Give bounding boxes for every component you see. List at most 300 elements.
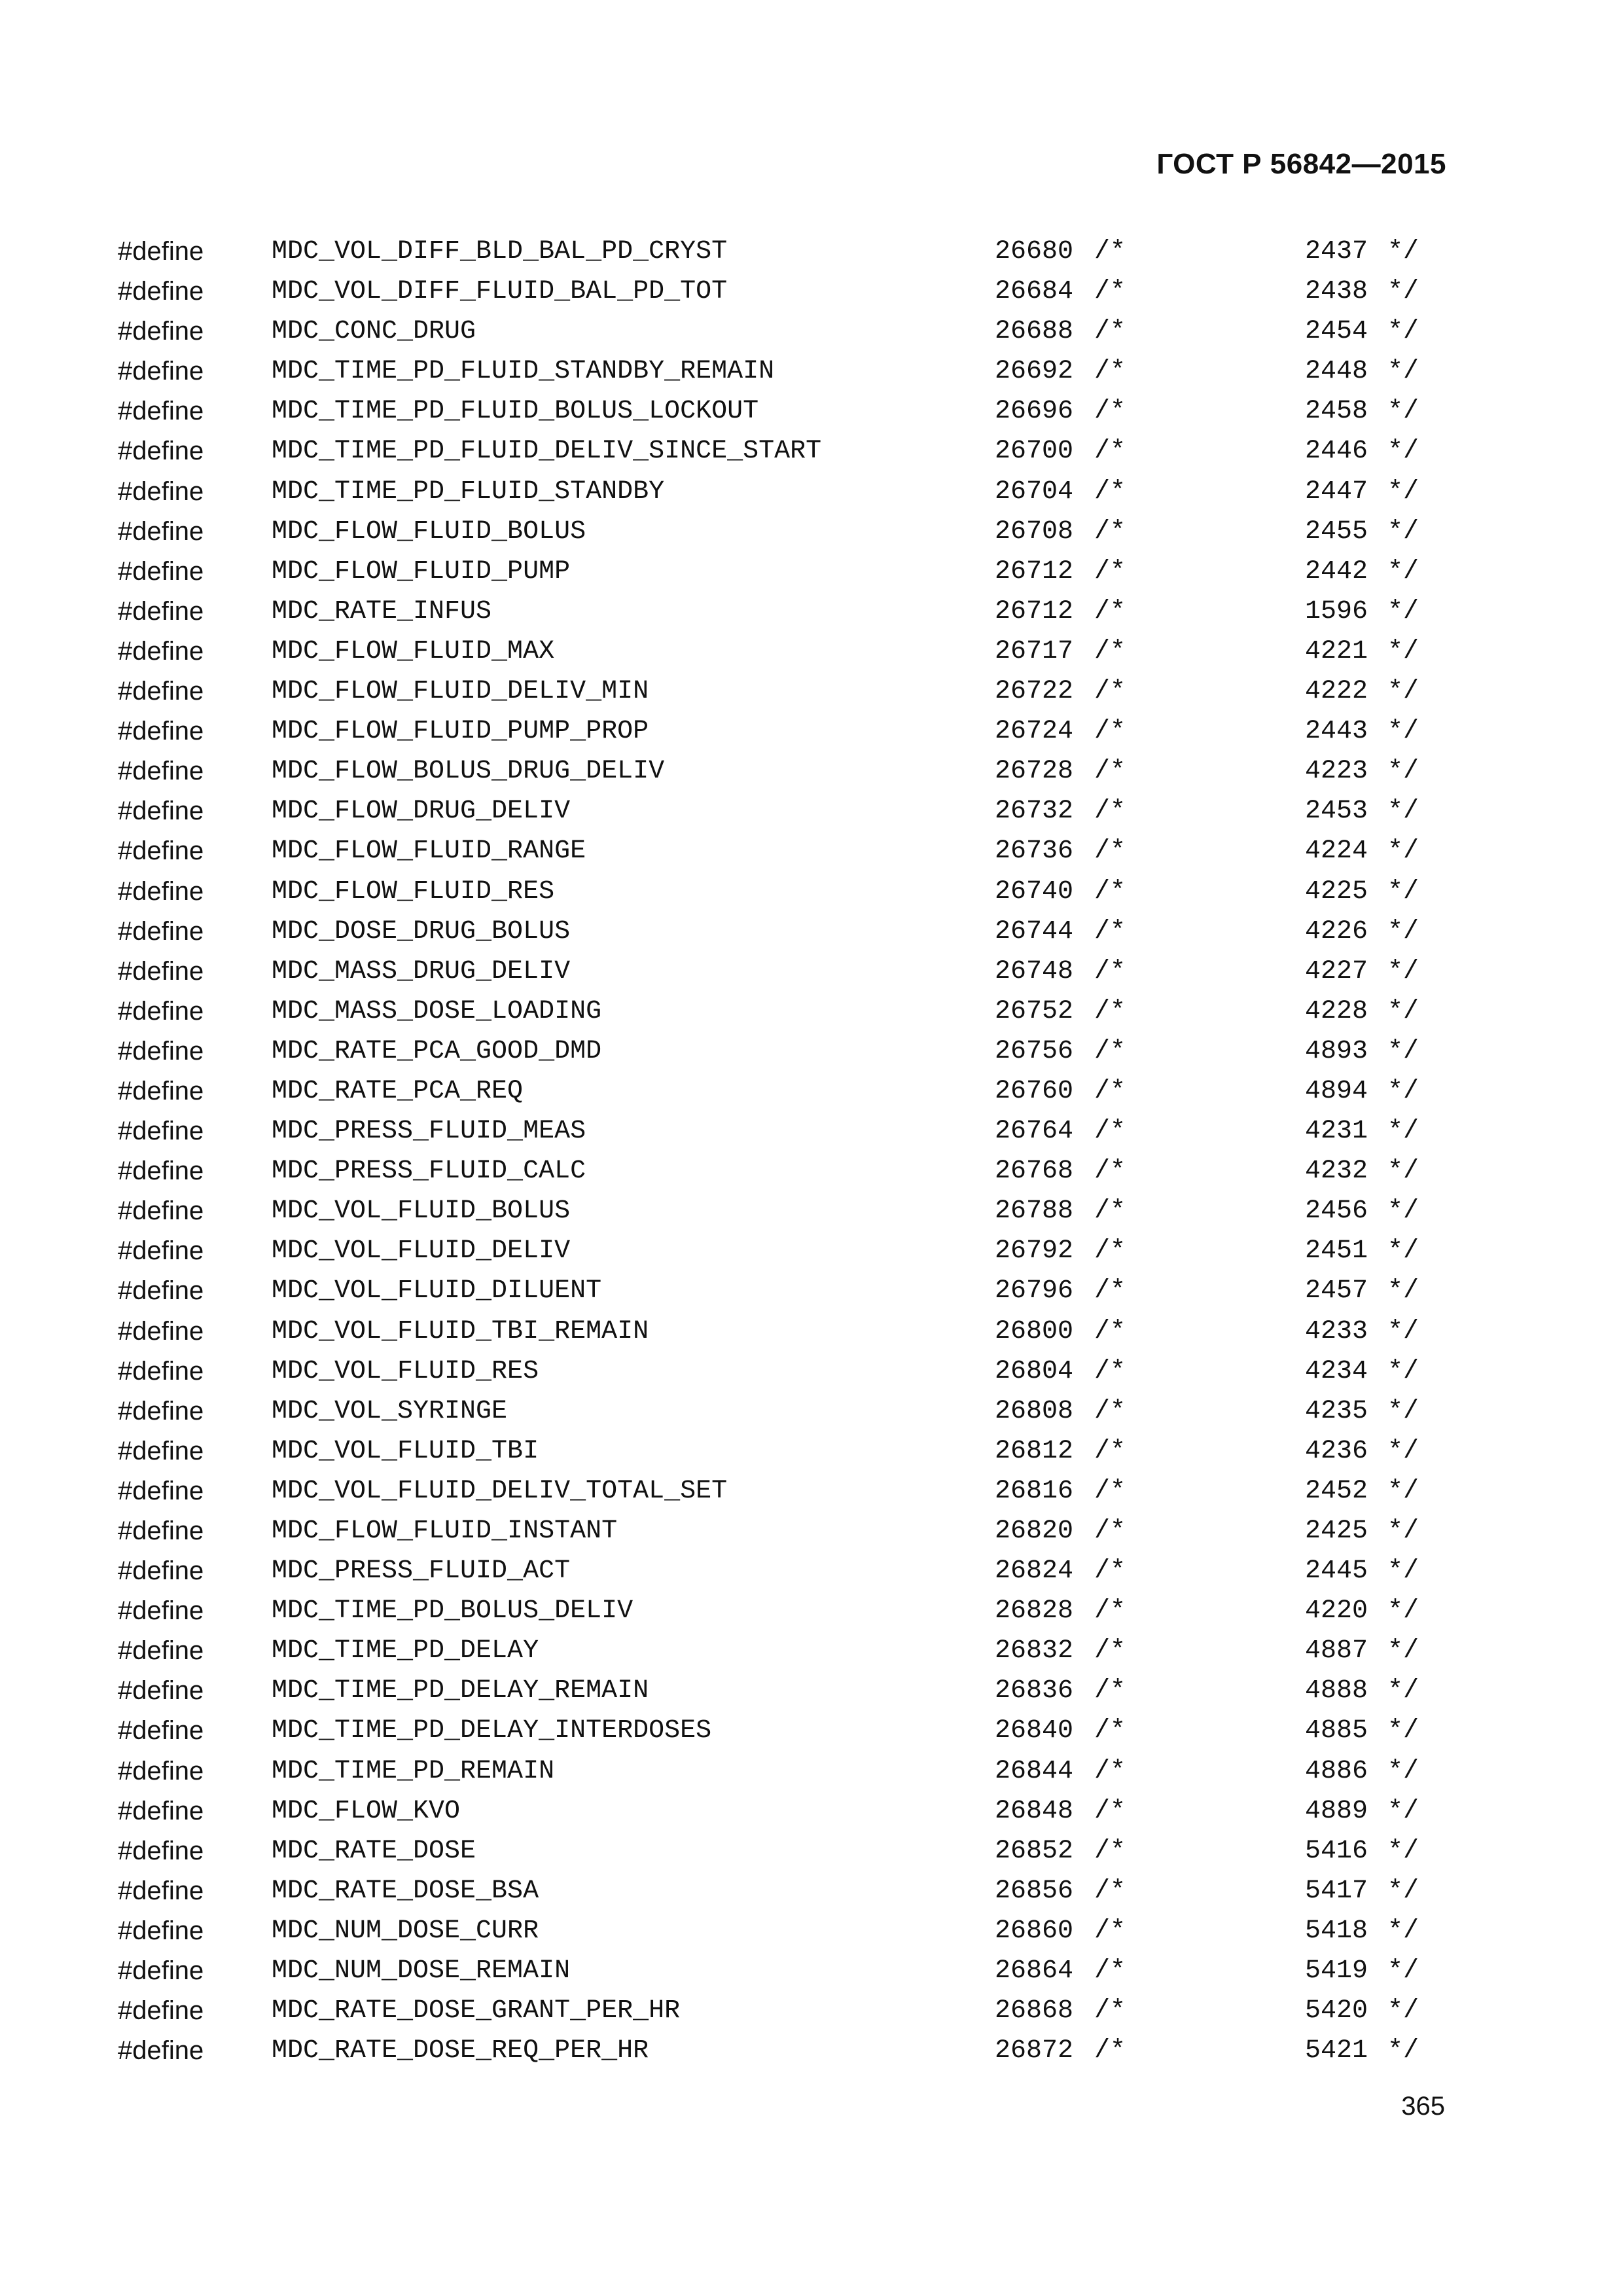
define-name: MDC_RATE_DOSE_BSA [272, 1876, 539, 1906]
define-code: 26748 [994, 956, 1073, 986]
define-code: 26708 [994, 516, 1073, 547]
define-code: 26860 [994, 1916, 1073, 1946]
comment-open: /* [1094, 836, 1126, 867]
define-row [0, 1871, 1623, 1911]
define-row [0, 1391, 1623, 1431]
define-code: 26724 [994, 717, 1073, 747]
comment-open: /* [1094, 1716, 1126, 1746]
define-name: MDC_RATE_DOSE_REQ_PER_HR [272, 2036, 649, 2066]
define-name: MDC_FLOW_FLUID_PUMP_PROP [272, 717, 649, 747]
define-name: MDC_FLOW_FLUID_DELIV_MIN [272, 677, 649, 707]
define-name: MDC_VOL_DIFF_BLD_BAL_PD_CRYST [272, 237, 728, 266]
define-ref: 2451 [1304, 1236, 1368, 1266]
comment-open: /* [1094, 876, 1126, 906]
define-ref: 2446 [1304, 437, 1368, 467]
define-code: 26812 [994, 1436, 1073, 1466]
comment-open: /* [1094, 1836, 1126, 1866]
comment-open: /* [1094, 1236, 1126, 1266]
define-code: 26684 [994, 277, 1073, 307]
define-keyword: #define [118, 636, 204, 666]
comment-close: */ [1387, 1396, 1419, 1426]
define-code: 26722 [994, 677, 1073, 707]
define-row [0, 592, 1623, 632]
comment-close: */ [1387, 1516, 1419, 1546]
define-name: MDC_VOL_FLUID_DELIV_TOTAL_SET [272, 1476, 728, 1506]
define-row [0, 1551, 1623, 1591]
define-code: 26712 [994, 556, 1073, 586]
define-code: 26832 [994, 1636, 1073, 1666]
define-row [0, 431, 1623, 471]
define-keyword: #define [118, 1036, 204, 1066]
define-name: MDC_VOL_FLUID_DELIV [272, 1236, 571, 1266]
define-keyword: #define [118, 1436, 204, 1465]
define-code: 26768 [994, 1157, 1073, 1187]
define-name: MDC_TIME_PD_FLUID_STANDBY_REMAIN [272, 357, 775, 387]
define-keyword: #define [118, 1157, 204, 1186]
define-name: MDC_FLOW_FLUID_INSTANT [272, 1516, 618, 1546]
define-ref: 4223 [1304, 757, 1368, 787]
define-name: MDC_PRESS_FLUID_MEAS [272, 1117, 586, 1147]
define-code: 26848 [994, 1796, 1073, 1826]
define-ref: 2456 [1304, 1196, 1368, 1227]
define-name: MDC_VOL_FLUID_TBI [272, 1436, 539, 1466]
define-ref: 4236 [1304, 1436, 1368, 1466]
comment-open: /* [1094, 476, 1126, 507]
define-ref: 2445 [1304, 1556, 1368, 1587]
define-code: 26692 [994, 357, 1073, 387]
comment-close: */ [1387, 1876, 1419, 1906]
define-keyword: #define [118, 797, 204, 826]
define-row [0, 1352, 1623, 1391]
comment-close: */ [1387, 1596, 1419, 1626]
define-keyword: #define [118, 596, 204, 626]
define-code: 26728 [994, 757, 1073, 787]
define-name: MDC_FLOW_DRUG_DELIV [272, 797, 571, 827]
define-code: 26824 [994, 1556, 1073, 1587]
define-row [0, 552, 1623, 592]
define-row [0, 1071, 1623, 1111]
define-ref: 4886 [1304, 1756, 1368, 1786]
comment-close: */ [1387, 1636, 1419, 1666]
comment-open: /* [1094, 1157, 1126, 1187]
comment-open: /* [1094, 1476, 1126, 1506]
define-name: MDC_RATE_PCA_GOOD_DMD [272, 1036, 602, 1066]
comment-close: */ [1387, 1476, 1419, 1506]
comment-open: /* [1094, 277, 1126, 307]
comment-close: */ [1387, 1556, 1419, 1587]
define-name: MDC_DOSE_DRUG_BOLUS [272, 916, 571, 946]
define-row [0, 1271, 1623, 1311]
define-row [0, 1951, 1623, 1991]
comment-open: /* [1094, 1276, 1126, 1306]
comment-open: /* [1094, 1636, 1126, 1666]
define-keyword: #define [118, 1196, 204, 1226]
define-ref: 4235 [1304, 1396, 1368, 1426]
define-code: 26808 [994, 1396, 1073, 1426]
define-code: 26764 [994, 1117, 1073, 1147]
define-ref: 4885 [1304, 1716, 1368, 1746]
define-code: 26816 [994, 1476, 1073, 1506]
comment-open: /* [1094, 1996, 1126, 2026]
define-code: 26760 [994, 1076, 1073, 1106]
define-row [0, 1791, 1623, 1831]
define-row [0, 751, 1623, 791]
define-row [0, 1151, 1623, 1191]
define-keyword: #define [118, 357, 204, 386]
define-code: 26696 [994, 397, 1073, 427]
define-row [0, 1671, 1623, 1711]
define-ref: 4888 [1304, 1676, 1368, 1706]
define-code: 26740 [994, 876, 1073, 906]
define-code: 26736 [994, 836, 1073, 867]
define-name: MDC_FLOW_FLUID_BOLUS [272, 516, 586, 547]
define-row [0, 1031, 1623, 1071]
comment-open: /* [1094, 1076, 1126, 1106]
comment-open: /* [1094, 1356, 1126, 1386]
define-keyword: #define [118, 1756, 204, 1785]
comment-close: */ [1387, 1196, 1419, 1227]
comment-close: */ [1387, 677, 1419, 707]
define-keyword: #define [118, 1636, 204, 1666]
comment-close: */ [1387, 397, 1419, 427]
define-row [0, 952, 1623, 992]
define-row [0, 2031, 1623, 2071]
define-code: 26852 [994, 1836, 1073, 1866]
comment-open: /* [1094, 677, 1126, 707]
define-row [0, 711, 1623, 751]
define-name: MDC_FLOW_FLUID_RANGE [272, 836, 586, 867]
define-keyword: #define [118, 317, 204, 346]
comment-close: */ [1387, 1236, 1419, 1266]
define-row [0, 632, 1623, 672]
page-number: 365 [1401, 2092, 1445, 2121]
define-row [0, 1591, 1623, 1631]
comment-close: */ [1387, 1676, 1419, 1706]
define-ref: 5420 [1304, 1996, 1368, 2026]
define-ref: 4231 [1304, 1117, 1368, 1147]
comment-close: */ [1387, 757, 1419, 787]
define-name: MDC_VOL_SYRINGE [272, 1396, 508, 1426]
define-keyword: #define [118, 1956, 204, 1986]
define-row [0, 351, 1623, 391]
define-keyword: #define [118, 1356, 204, 1386]
comment-close: */ [1387, 237, 1419, 266]
define-row [0, 472, 1623, 512]
define-row [0, 1191, 1623, 1231]
define-ref: 4234 [1304, 1356, 1368, 1386]
define-keyword: #define [118, 1836, 204, 1865]
comment-close: */ [1387, 357, 1419, 387]
define-row [0, 1431, 1623, 1471]
define-code: 26788 [994, 1196, 1073, 1227]
define-keyword: #define [118, 556, 204, 586]
comment-close: */ [1387, 1996, 1419, 2026]
comment-open: /* [1094, 797, 1126, 827]
define-list [0, 232, 1623, 2071]
define-name: MDC_RATE_DOSE_GRANT_PER_HR [272, 1996, 681, 2026]
comment-close: */ [1387, 516, 1419, 547]
define-keyword: #define [118, 397, 204, 426]
comment-open: /* [1094, 1756, 1126, 1786]
define-row [0, 1711, 1623, 1751]
comment-close: */ [1387, 437, 1419, 467]
define-name: MDC_TIME_PD_FLUID_STANDBY [272, 476, 665, 507]
define-row [0, 1471, 1623, 1511]
define-name: MDC_RATE_PCA_REQ [272, 1076, 524, 1106]
define-keyword: #define [118, 1876, 204, 1905]
comment-close: */ [1387, 916, 1419, 946]
define-keyword: #define [118, 277, 204, 306]
define-name: MDC_CONC_DRUG [272, 317, 476, 347]
comment-close: */ [1387, 1916, 1419, 1946]
define-code: 26704 [994, 476, 1073, 507]
comment-open: /* [1094, 1036, 1126, 1066]
define-ref: 4225 [1304, 876, 1368, 906]
define-name: MDC_VOL_FLUID_DILUENT [272, 1276, 602, 1306]
comment-open: /* [1094, 916, 1126, 946]
comment-open: /* [1094, 1916, 1126, 1946]
comment-open: /* [1094, 1796, 1126, 1826]
define-keyword: #define [118, 1476, 204, 1505]
define-ref: 4893 [1304, 1036, 1368, 1066]
comment-close: */ [1387, 1276, 1419, 1306]
define-name: MDC_FLOW_BOLUS_DRUG_DELIV [272, 757, 665, 787]
comment-open: /* [1094, 317, 1126, 347]
comment-close: */ [1387, 836, 1419, 867]
define-code: 26856 [994, 1876, 1073, 1906]
define-name: MDC_FLOW_FLUID_PUMP [272, 556, 571, 586]
define-keyword: #define [118, 876, 204, 906]
define-ref: 5418 [1304, 1916, 1368, 1946]
comment-close: */ [1387, 717, 1419, 747]
define-code: 26732 [994, 797, 1073, 827]
define-code: 26828 [994, 1596, 1073, 1626]
define-code: 26868 [994, 1996, 1073, 2026]
define-row [0, 912, 1623, 952]
define-ref: 4224 [1304, 836, 1368, 867]
comment-close: */ [1387, 596, 1419, 626]
define-ref: 2447 [1304, 476, 1368, 507]
define-keyword: #define [118, 237, 204, 266]
define-name: MDC_TIME_PD_REMAIN [272, 1756, 555, 1786]
define-name: MDC_TIME_PD_FLUID_BOLUS_LOCKOUT [272, 397, 759, 427]
define-ref: 4889 [1304, 1796, 1368, 1826]
define-name: MDC_TIME_PD_DELAY_INTERDOSES [272, 1716, 712, 1746]
comment-open: /* [1094, 956, 1126, 986]
define-ref: 2455 [1304, 516, 1368, 547]
comment-open: /* [1094, 1436, 1126, 1466]
define-ref: 2442 [1304, 556, 1368, 586]
comment-close: */ [1387, 1796, 1419, 1826]
define-code: 26872 [994, 2036, 1073, 2066]
define-row [0, 272, 1623, 312]
define-row [0, 992, 1623, 1031]
define-keyword: #define [118, 1596, 204, 1626]
comment-open: /* [1094, 1596, 1126, 1626]
define-code: 26820 [994, 1516, 1073, 1546]
define-name: MDC_VOL_FLUID_TBI_REMAIN [272, 1316, 649, 1346]
define-ref: 2425 [1304, 1516, 1368, 1546]
define-row [0, 672, 1623, 711]
define-row [0, 1631, 1623, 1671]
comment-close: */ [1387, 1036, 1419, 1066]
define-ref: 5417 [1304, 1876, 1368, 1906]
define-keyword: #define [118, 757, 204, 786]
define-ref: 4887 [1304, 1636, 1368, 1666]
comment-open: /* [1094, 1316, 1126, 1346]
define-ref: 2457 [1304, 1276, 1368, 1306]
define-ref: 4232 [1304, 1157, 1368, 1187]
define-code: 26792 [994, 1236, 1073, 1266]
define-code: 26836 [994, 1676, 1073, 1706]
define-name: MDC_TIME_PD_FLUID_DELIV_SINCE_START [272, 437, 822, 467]
define-keyword: #define [118, 956, 204, 986]
define-keyword: #define [118, 1556, 204, 1586]
define-name: MDC_TIME_PD_BOLUS_DELIV [272, 1596, 633, 1626]
comment-close: */ [1387, 1316, 1419, 1346]
define-code: 26800 [994, 1316, 1073, 1346]
define-code: 26712 [994, 596, 1073, 626]
comment-close: */ [1387, 556, 1419, 586]
define-ref: 4894 [1304, 1076, 1368, 1106]
define-name: MDC_MASS_DOSE_LOADING [272, 996, 602, 1026]
page-header-standard: ГОСТ Р 56842—2015 [1156, 148, 1446, 180]
comment-open: /* [1094, 397, 1126, 427]
comment-open: /* [1094, 516, 1126, 547]
define-name: MDC_TIME_PD_DELAY [272, 1636, 539, 1666]
comment-open: /* [1094, 357, 1126, 387]
define-code: 26700 [994, 437, 1073, 467]
comment-close: */ [1387, 1436, 1419, 1466]
comment-open: /* [1094, 1196, 1126, 1227]
define-keyword: #define [118, 1996, 204, 2026]
comment-close: */ [1387, 1956, 1419, 1986]
define-keyword: #define [118, 1716, 204, 1746]
define-ref: 2453 [1304, 797, 1368, 827]
define-keyword: #define [118, 1076, 204, 1105]
define-code: 26717 [994, 636, 1073, 666]
comment-close: */ [1387, 1716, 1419, 1746]
define-code: 26796 [994, 1276, 1073, 1306]
comment-open: /* [1094, 437, 1126, 467]
comment-close: */ [1387, 876, 1419, 906]
define-name: MDC_NUM_DOSE_REMAIN [272, 1956, 571, 1986]
define-name: MDC_FLOW_FLUID_MAX [272, 636, 555, 666]
define-keyword: #define [118, 2036, 204, 2066]
define-name: MDC_VOL_DIFF_FLUID_BAL_PD_TOT [272, 277, 728, 307]
define-keyword: #define [118, 1316, 204, 1346]
comment-open: /* [1094, 1117, 1126, 1147]
define-code: 26840 [994, 1716, 1073, 1746]
define-row [0, 391, 1623, 431]
define-row [0, 791, 1623, 831]
comment-open: /* [1094, 717, 1126, 747]
define-ref: 4227 [1304, 956, 1368, 986]
define-row [0, 1231, 1623, 1271]
comment-open: /* [1094, 556, 1126, 586]
define-keyword: #define [118, 516, 204, 546]
define-name: MDC_TIME_PD_DELAY_REMAIN [272, 1676, 649, 1706]
comment-open: /* [1094, 2036, 1126, 2066]
define-name: MDC_PRESS_FLUID_ACT [272, 1556, 571, 1587]
define-ref: 2443 [1304, 717, 1368, 747]
comment-open: /* [1094, 1396, 1126, 1426]
define-row [0, 1831, 1623, 1871]
define-ref: 1596 [1304, 596, 1368, 626]
define-ref: 2452 [1304, 1476, 1368, 1506]
define-keyword: #define [118, 916, 204, 946]
comment-close: */ [1387, 1157, 1419, 1187]
comment-open: /* [1094, 1676, 1126, 1706]
define-keyword: #define [118, 1796, 204, 1825]
define-keyword: #define [118, 1236, 204, 1266]
define-code: 26680 [994, 237, 1073, 266]
define-keyword: #define [118, 996, 204, 1026]
define-keyword: #define [118, 1916, 204, 1945]
define-row [0, 1911, 1623, 1951]
comment-close: */ [1387, 2036, 1419, 2066]
comment-open: /* [1094, 237, 1126, 266]
define-ref: 4222 [1304, 677, 1368, 707]
define-code: 26744 [994, 916, 1073, 946]
comment-close: */ [1387, 476, 1419, 507]
define-keyword: #define [118, 1676, 204, 1706]
comment-close: */ [1387, 1836, 1419, 1866]
define-keyword: #define [118, 677, 204, 706]
define-row [0, 232, 1623, 272]
define-row [0, 1751, 1623, 1791]
comment-close: */ [1387, 1117, 1419, 1147]
comment-open: /* [1094, 757, 1126, 787]
define-row [0, 512, 1623, 552]
define-code: 26844 [994, 1756, 1073, 1786]
define-code: 26752 [994, 996, 1073, 1026]
comment-close: */ [1387, 1076, 1419, 1106]
define-row [0, 831, 1623, 871]
define-row [0, 1991, 1623, 2031]
define-ref: 5421 [1304, 2036, 1368, 2066]
define-name: MDC_VOL_FLUID_RES [272, 1356, 539, 1386]
define-keyword: #define [118, 437, 204, 466]
define-ref: 4228 [1304, 996, 1368, 1026]
comment-open: /* [1094, 1956, 1126, 1986]
comment-close: */ [1387, 996, 1419, 1026]
define-keyword: #define [118, 836, 204, 866]
define-ref: 4233 [1304, 1316, 1368, 1346]
define-name: MDC_MASS_DRUG_DELIV [272, 956, 571, 986]
define-keyword: #define [118, 1276, 204, 1306]
comment-open: /* [1094, 1516, 1126, 1546]
define-keyword: #define [118, 1117, 204, 1146]
define-name: MDC_VOL_FLUID_BOLUS [272, 1196, 571, 1227]
define-ref: 4221 [1304, 636, 1368, 666]
define-ref: 2438 [1304, 277, 1368, 307]
define-code: 26864 [994, 1956, 1073, 1986]
define-ref: 4226 [1304, 916, 1368, 946]
define-name: MDC_RATE_DOSE [272, 1836, 476, 1866]
define-name: MDC_FLOW_FLUID_RES [272, 876, 555, 906]
define-ref: 5419 [1304, 1956, 1368, 1986]
define-name: MDC_FLOW_KVO [272, 1796, 461, 1826]
comment-open: /* [1094, 596, 1126, 626]
comment-close: */ [1387, 797, 1419, 827]
define-ref: 2448 [1304, 357, 1368, 387]
comment-close: */ [1387, 317, 1419, 347]
comment-close: */ [1387, 636, 1419, 666]
comment-close: */ [1387, 1356, 1419, 1386]
comment-close: */ [1387, 277, 1419, 307]
define-row [0, 1111, 1623, 1151]
